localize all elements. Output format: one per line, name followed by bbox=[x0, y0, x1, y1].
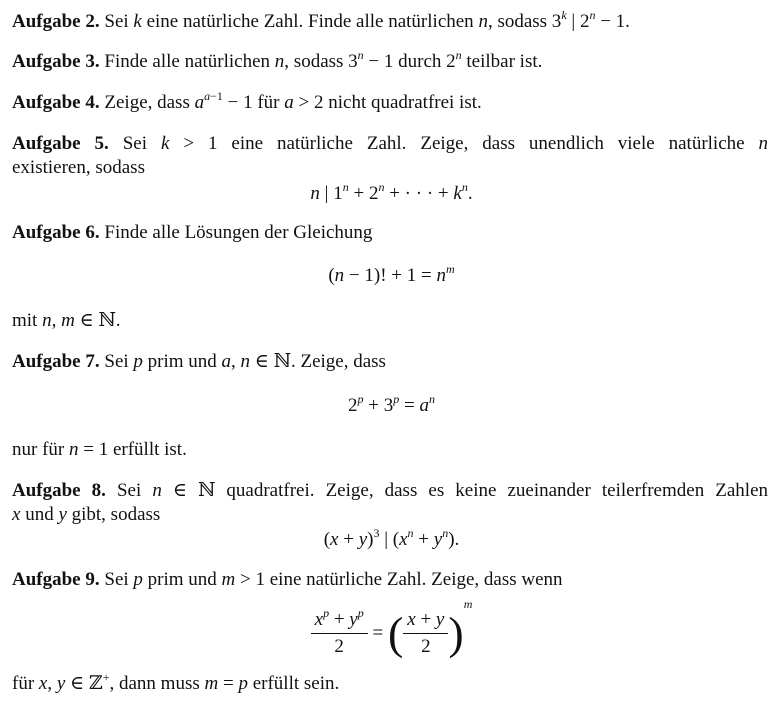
task-label: Aufgabe 6. bbox=[12, 222, 100, 243]
task-text: Finde alle natürlichen n, sodass $3^n - 1$ durch 2$^n$ teilbar ist. bbox=[104, 48, 543, 72]
task-label: Aufgabe 7. bbox=[12, 351, 100, 372]
task-label: Aufgabe 8. bbox=[12, 480, 106, 501]
task-8-cont: x und y gibt, sodass bbox=[12, 504, 161, 525]
task-2 bbox=[12, 8, 630, 33]
task-7-after: nur für n = 1 erfüllt ist. bbox=[12, 439, 187, 460]
task-5-formula: n | $1^n + 2^n$ + · · · + $k^n$. bbox=[310, 180, 473, 204]
task-text: Sei k eine natürliche Zahl. Finde alle natürlichen n, sodass 3$^k$ | $2^n - 1$. bbox=[104, 8, 630, 32]
task-label: Aufgabe 9. bbox=[12, 569, 100, 590]
task-8-formula: $(x + y)^3$ | $(x^n + y^n)$. bbox=[323, 526, 460, 550]
task-9 bbox=[12, 569, 563, 591]
task-5-cont: existieren, sodass bbox=[12, 157, 145, 178]
task-7 bbox=[12, 351, 386, 373]
task-3 bbox=[12, 48, 543, 73]
task-text: Sei n ∈ ℕ quadratfrei. Zeige, dass es keine zueinander teilerfremden Zahlen bbox=[116, 480, 769, 501]
task-label: Aufgabe 2. bbox=[12, 11, 100, 32]
task-text: Sei p prim und a, n ∈ ℕ. Zeige, dass bbox=[104, 351, 386, 372]
fraction-left: $\frac{x^p + y^p}{2}$ bbox=[311, 609, 368, 658]
task-text: Sei p prim und m > 1 eine natürliche Zahl. Zeige, dass wenn bbox=[104, 569, 563, 590]
task-6 bbox=[12, 222, 372, 244]
task-7-formula: $2^p + 3^p = a^n$ bbox=[348, 392, 435, 416]
task-label: Aufgabe 3. bbox=[12, 51, 100, 72]
fraction-right: $\frac{x + y}{2}$ bbox=[403, 609, 448, 658]
task-label: Aufgabe 5. bbox=[12, 133, 109, 154]
task-5 bbox=[12, 133, 768, 155]
task-label: Aufgabe 4. bbox=[12, 92, 100, 113]
task-text: Zeige, dass $a^{a-1} - 1$ für a > 2 nicht quadratfrei ist. bbox=[104, 89, 482, 113]
task-4 bbox=[12, 89, 482, 114]
task-9-formula: $\frac{x^p + y^p}{2}$ = ( $\frac{x + y}{2}$ )$^m$ bbox=[0, 604, 783, 658]
task-6-formula: (n − 1)! + $1 = n^m$ bbox=[328, 262, 455, 286]
task-text: Sei k > 1 eine natürliche Zahl. Zeige, dass unendlich viele natürliche n bbox=[122, 133, 769, 154]
task-text: Finde alle Lösungen der Gleichung bbox=[104, 222, 373, 243]
task-9-after: für x, y ∈ ℤ+, dann muss m = p erfüllt sein. bbox=[12, 670, 340, 694]
task-6-after: mit n, m ∈ ℕ. bbox=[12, 310, 121, 331]
task-8 bbox=[12, 480, 768, 502]
